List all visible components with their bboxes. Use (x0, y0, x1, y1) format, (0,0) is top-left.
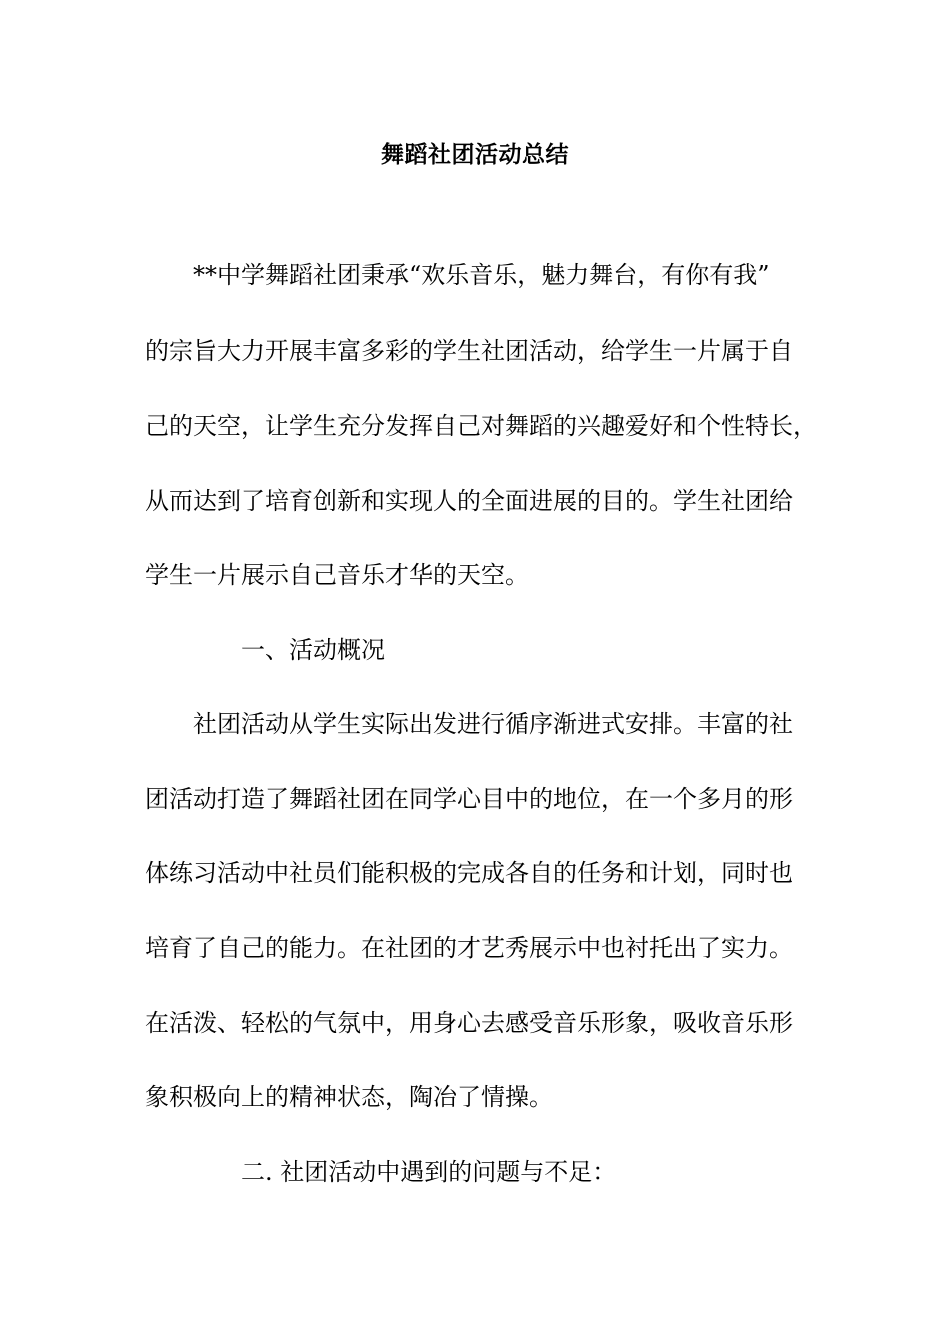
section-2-heading: 二. 社团活动中遇到的问题与不足： (241, 1158, 617, 1186)
paragraph-2-line-6: 象积极向上的精神状态，陶冶了情操。 (145, 1083, 553, 1111)
paragraph-2-line-5: 在活泼、轻松的气氛中，用身心去感受音乐形象，吸收音乐形 (145, 1009, 793, 1037)
paragraph-2-line-3: 体练习活动中社员们能积极的完成各自的任务和计划，同时也 (145, 859, 793, 887)
paragraph-2-line-2: 团活动打造了舞蹈社团在同学心目中的地位，在一个多月的形 (145, 785, 793, 813)
paragraph-2-line-4: 培育了自己的能力。在社团的才艺秀展示中也衬托出了实力。 (145, 934, 793, 962)
document-title: 舞蹈社团活动总结 (381, 141, 569, 168)
paragraph-2-line-1: 社团活动从学生实际出发进行循序渐进式安排。丰富的社 (193, 710, 793, 738)
paragraph-1-line-4: 从而达到了培育创新和实现人的全面进展的目的。学生社团给 (145, 487, 793, 515)
section-1-heading: 一、活动概况 (241, 636, 385, 664)
paragraph-1-line-1: **中学舞蹈社团秉承“欢乐音乐，魅力舞台，有你有我” (193, 261, 770, 289)
paragraph-1-line-2: 的宗旨大力开展丰富多彩的学生社团活动，给学生一片属于自 (145, 337, 793, 365)
paragraph-1-line-5: 学生一片展示自己音乐才华的天空。 (145, 561, 529, 589)
paragraph-1-line-3: 己的天空，让学生充分发挥自己对舞蹈的兴趣爱好和个性特长， (145, 412, 817, 440)
